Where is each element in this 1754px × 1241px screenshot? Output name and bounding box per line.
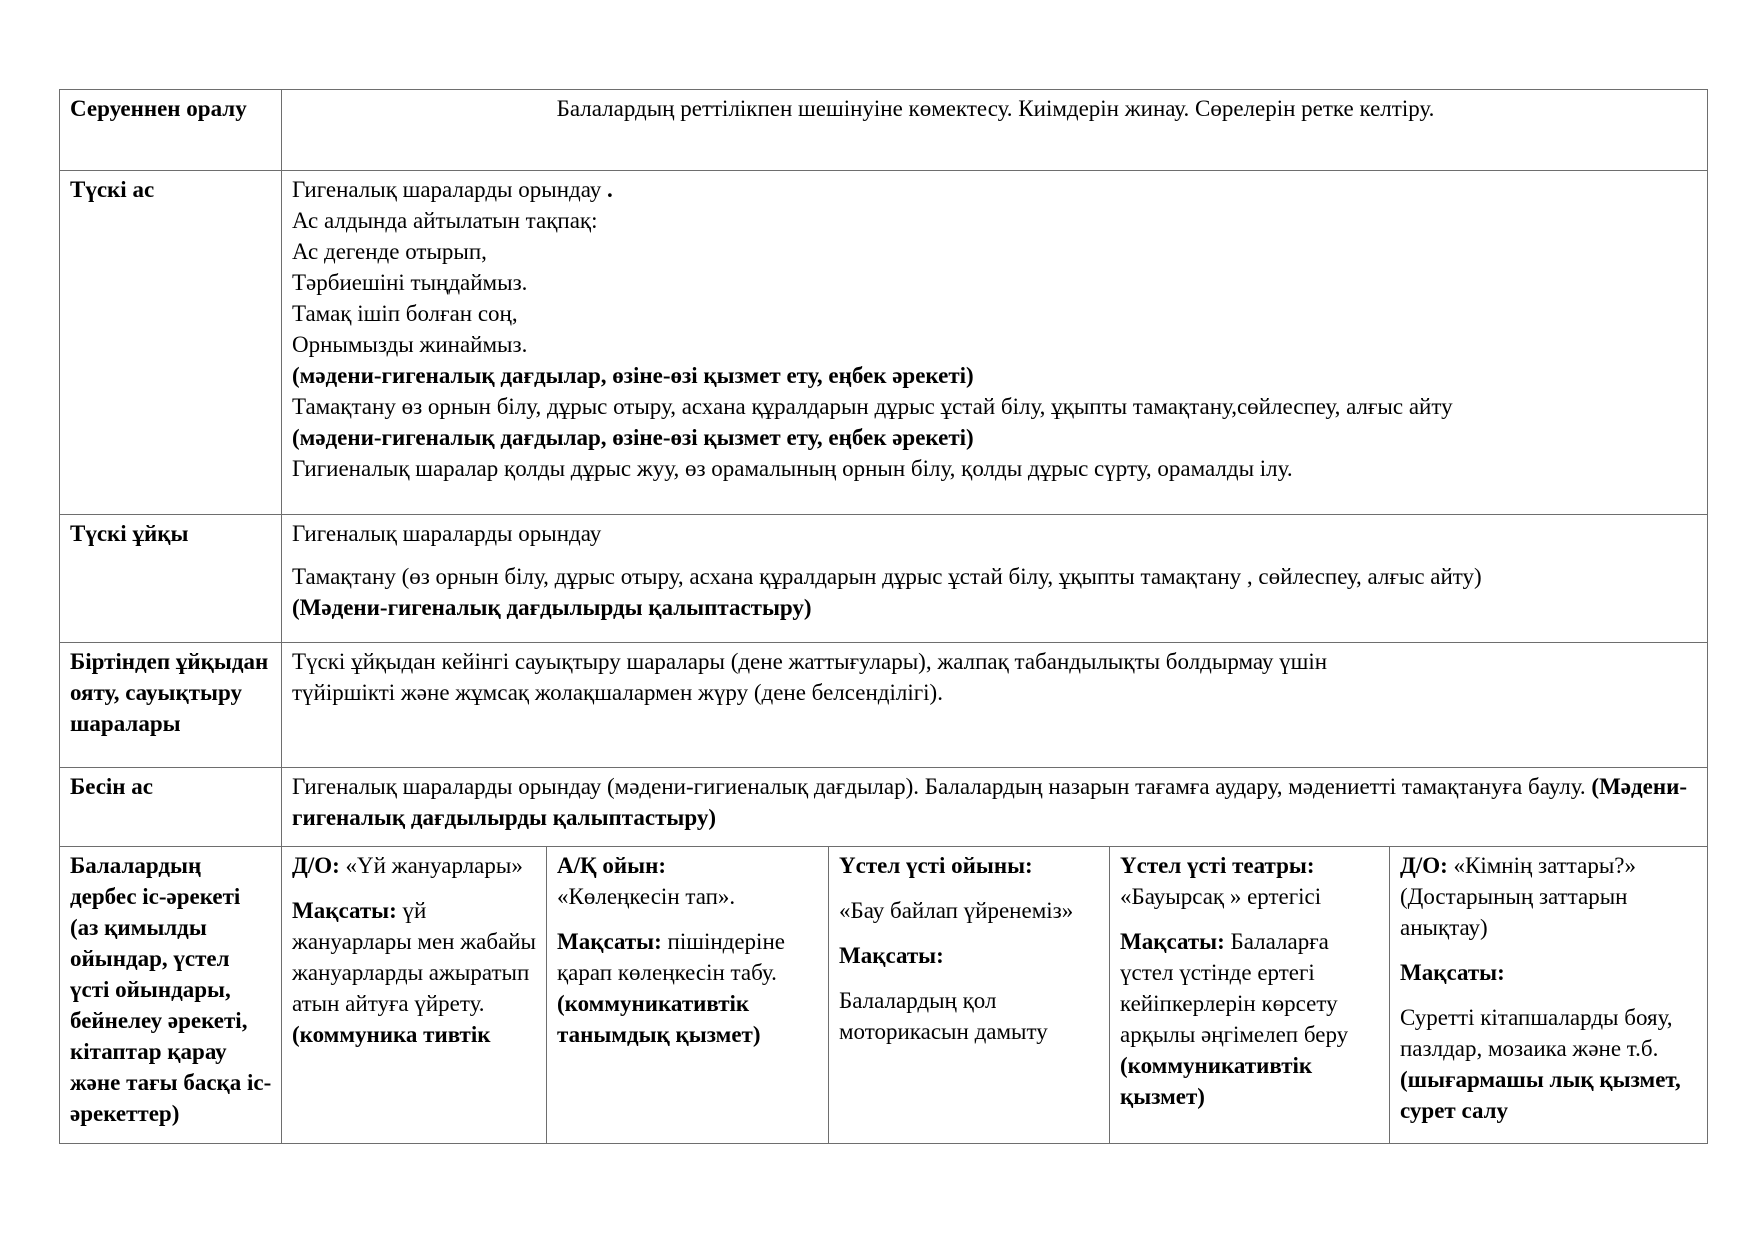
bold-note: (Мәдени-гигеналық дағдылырды қалыптастыру): [292, 595, 812, 620]
activity-title: Д/О: «Кімнің заттары?» (Достарының заттарын анықтау): [1400, 853, 1637, 940]
row-besin-as: [60, 768, 1708, 847]
activity-cell-1: [282, 847, 547, 1144]
row-label-tuski-as: Түскі ас: [60, 171, 282, 515]
activity-goal: Суретті кітапшаларды бояу, пазлдар, мозаика және т.б. (шығармашы лық қызмет, сурет салу: [1400, 1005, 1681, 1123]
row-label-oyanu: Біртіндеп ұйқыдан ояту, сауықтыру шаралары: [60, 643, 282, 768]
text-line: Гигиеналық шаралар қолды дұрыс жуу, өз орамалының орнын білу, қолды дұрыс сүрту, орамалды ілу.: [292, 456, 1293, 481]
row-content-tuski-uiqy: [282, 515, 1708, 643]
text-line: Тәрбиешіні тыңдаймыз.: [292, 270, 528, 295]
activity-cell-5: [1390, 847, 1708, 1144]
bold-note: (Мәдени-гигеналық дағдылырды қалыптастыру): [292, 774, 1687, 830]
activity-subtitle: «Бау байлап үйренеміз»: [839, 898, 1074, 923]
row-oyanu: [60, 643, 1708, 768]
activity-goal: Мақсаты: Балаларға үстел үстінде ертегі кейіпкерлерін көрсету арқылы әңгімелеп беру (коммуникативтік қызмет): [1120, 929, 1349, 1109]
text-line: түйіршікті және жұмсақ жолақшалармен жүру (дене белсенділігі).: [292, 680, 943, 705]
activity-goal: Мақсаты: пішіндеріне қарап көлеңкесін табу. (коммуникативтік танымдық қызмет): [557, 929, 785, 1047]
activity-subtitle: «Бауырсақ » ертегісі: [1120, 884, 1322, 909]
row-label-besin-as: Бесін ас: [60, 768, 282, 847]
row-seruen: [60, 90, 1708, 171]
row-label-tuski-uiqy: Түскі ұйқы: [60, 515, 282, 643]
activity-title: Д/О: «Үй жануарлары»: [292, 853, 523, 878]
daily-plan-table: [59, 89, 1708, 1144]
text-line: Орнымызды жинаймыз.: [292, 332, 528, 357]
activity-goal-label: Мақсаты:: [839, 943, 944, 968]
row-content-seruen: Балалардың реттілікпен шешінуіне көмектесу. Киімдерін жинау. Сөрелерін ретке келтіру.: [282, 90, 1708, 171]
row-content-tuski-as: [282, 171, 1708, 515]
row-label-derbes: Балалардың дербес іс-әрекеті (аз қимылды ойындар, үстел үсті ойындары, бейнелеу әрекеті, кітаптар қарау және тағы басқа іс-әрекеттер): [60, 847, 282, 1144]
row-content-oyanu: [282, 643, 1708, 768]
text-line: Тамақ ішіп болған соң,: [292, 301, 518, 326]
activity-cell-4: [1110, 847, 1390, 1144]
activity-cell-3: [829, 847, 1110, 1144]
text-line: Гигеналық шараларды орындау: [292, 521, 602, 546]
row-tuski-uiqy: [60, 515, 1708, 643]
bold-note: (мәдени-гигеналық дағдылар, өзіне-өзі қызмет ету, еңбек әрекеті): [292, 425, 974, 450]
text-line: Гигеналық шараларды орындау (мәдени-гигиеналық дағдылар). Балалардың назарын тағамға аудару, мәдениетті тамақтануға баулу.: [292, 774, 1592, 799]
activity-title: Үстел үсті театры:: [1120, 853, 1315, 878]
activity-goal: Балалардың қол моторикасын дамыту: [839, 988, 1048, 1044]
activity-title: А/Қ ойын:: [557, 853, 667, 878]
activity-goal: Мақсаты: үй жануарлары мен жабайы жануарларды ажыратып атын айтуға үйрету. (коммуника тивтік: [292, 898, 536, 1047]
text-line: Түскі ұйқыдан кейінгі сауықтыру шаралары (дене жаттығулары), жалпақ табандылықты болдырмау үшін: [292, 649, 1328, 674]
row-content-besin-as: [282, 768, 1708, 847]
text-line: Гигеналық шараларды орындау .: [292, 177, 613, 202]
activity-title: Үстел үсті ойыны:: [839, 853, 1033, 878]
activity-goal-label: Мақсаты:: [1400, 960, 1505, 985]
row-label-seruen: Серуеннен оралу: [60, 90, 282, 171]
text-line: Тамақтану (өз орнын білу, дұрыс отыру, асхана құралдарын дұрыс ұстай білу, ұқыпты тамақтану , сөйлеспеу, алғыс айту): [292, 564, 1482, 589]
text-line: Ас алдында айтылатын тақпақ:: [292, 208, 598, 233]
bold-note: (мәдени-гигеналық дағдылар, өзіне-өзі қызмет ету, еңбек әрекеті): [292, 363, 974, 388]
activity-subtitle: «Көлеңкесін тап».: [557, 884, 736, 909]
activity-cell-2: [547, 847, 829, 1144]
row-tuski-as: [60, 171, 1708, 515]
text-line: Ас дегенде отырып,: [292, 239, 487, 264]
row-derbes: [60, 847, 1708, 1144]
text-line: Тамақтану өз орнын білу, дұрыс отыру, асхана құралдарын дұрыс ұстай білу, ұқыпты тамақтану,сөйлеспеу, алғыс айту: [292, 394, 1453, 419]
